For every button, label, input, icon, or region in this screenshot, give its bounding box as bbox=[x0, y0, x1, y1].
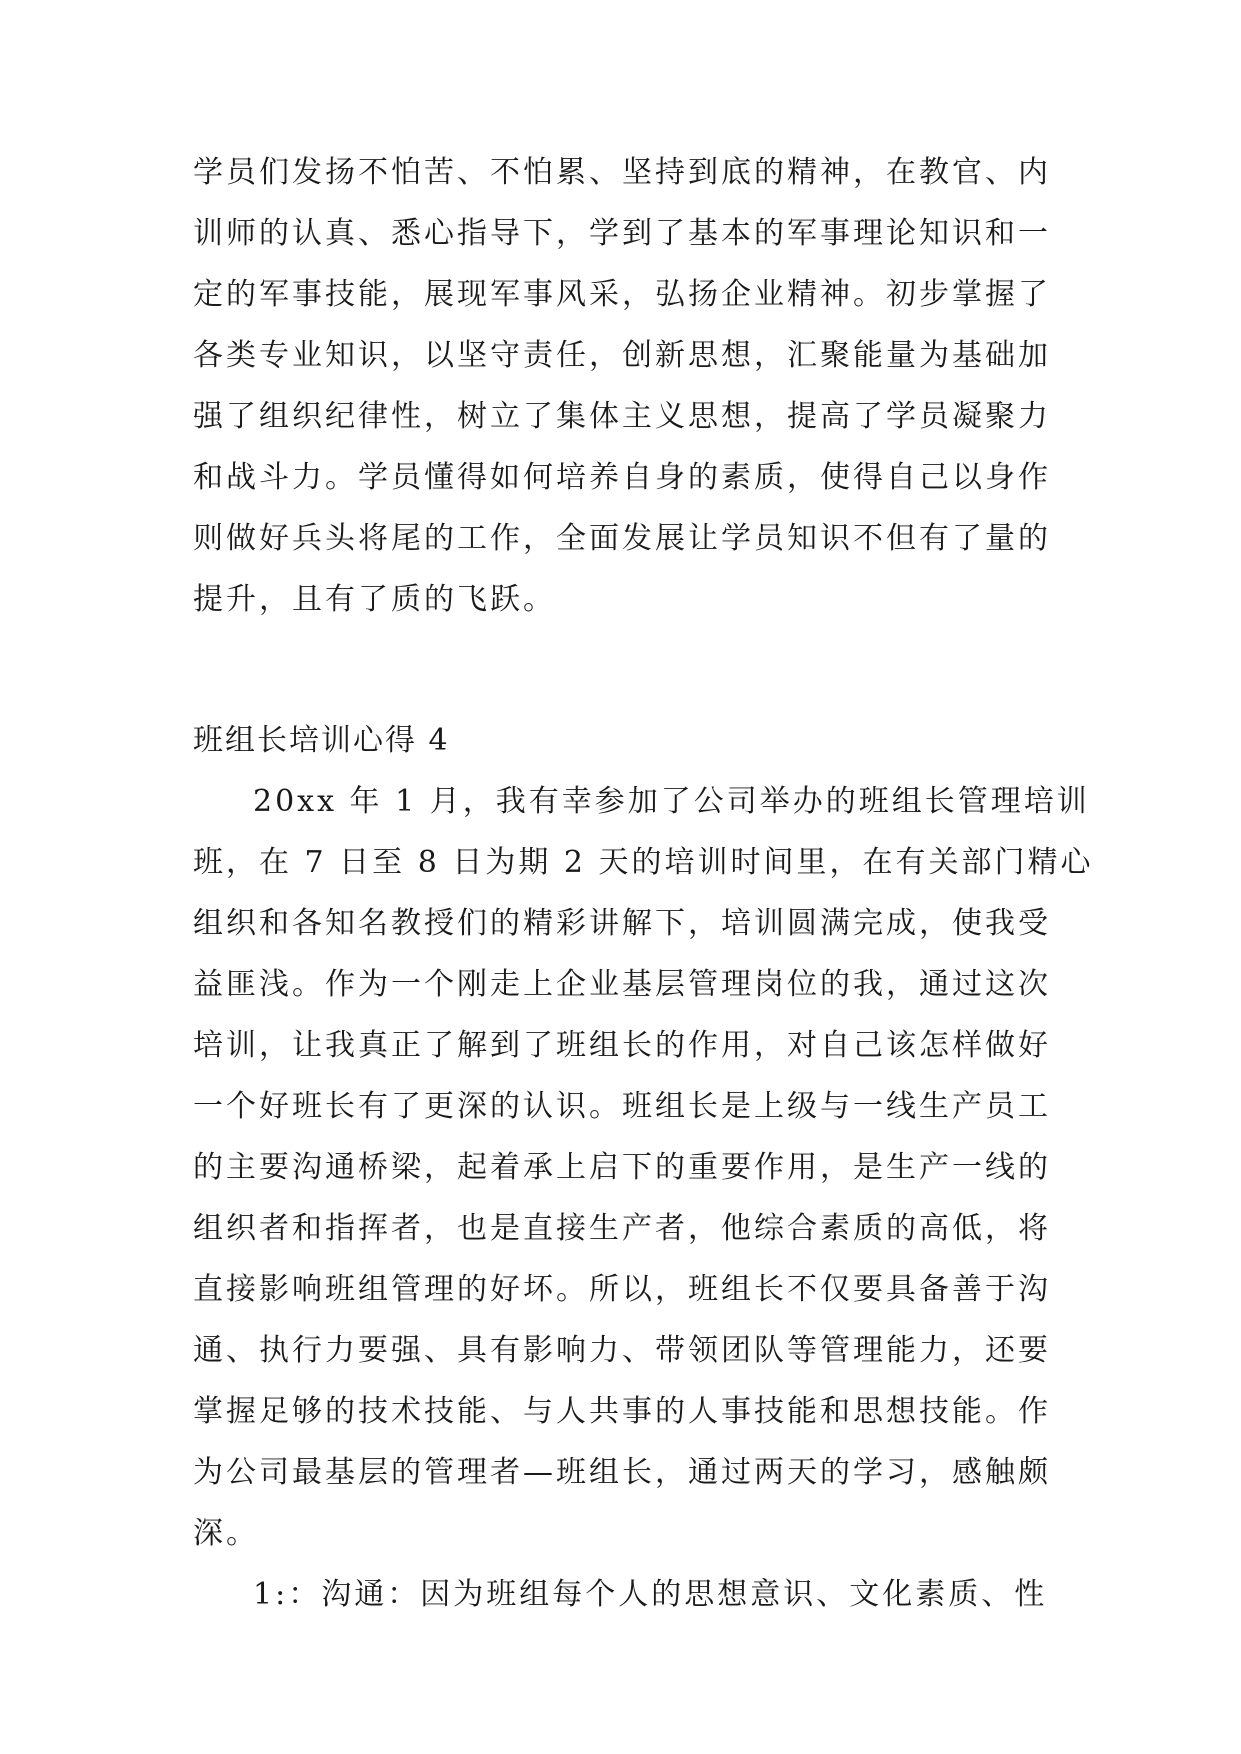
section-heading: 班组长培训心得 4 bbox=[193, 723, 450, 758]
paragraph-2-line: 一个好班长有了更深的认识。班组长是上级与一线生产员工 bbox=[193, 1089, 1051, 1124]
paragraph-2-line: 直接影响班组管理的好坏。所以，班组长不仅要具备善于沟 bbox=[193, 1272, 1051, 1307]
paragraph-2-line: 20xx 年 1 月，我有幸参加了公司举办的班组长管理培训 bbox=[253, 784, 1090, 819]
paragraph-1-line: 则做好兵头将尾的工作，全面发展让学员知识不但有了量的 bbox=[193, 521, 1051, 556]
paragraph-2-line: 的主要沟通桥梁，起着承上启下的重要作用，是生产一线的 bbox=[193, 1150, 1051, 1185]
paragraph-2-line: 组织者和指挥者，也是直接生产者，他综合素质的高低，将 bbox=[193, 1211, 1051, 1246]
paragraph-1-line: 和战斗力。学员懂得如何培养自身的素质，使得自己以身作 bbox=[193, 460, 1051, 495]
paragraph-1-line: 各类专业知识，以坚守责任，创新思想，汇聚能量为基础加 bbox=[193, 338, 1051, 373]
section-spacer bbox=[193, 646, 1053, 726]
paragraph-2-line: 益匪浅。作为一个刚走上企业基层管理岗位的我，通过这次 bbox=[193, 967, 1051, 1002]
paragraph-1-line: 训师的认真、悉心指导下，学到了基本的军事理论知识和一 bbox=[193, 216, 1051, 251]
paragraph-3-line: 1:：沟通：因为班组每个人的思想意识、文化素质、性 bbox=[253, 1577, 1048, 1612]
paragraph-2-line: 掌握足够的技术技能、与人共事的人事技能和思想技能。作 bbox=[193, 1394, 1051, 1429]
paragraph-2-line: 培训，让我真正了解到了班组长的作用，对自己该怎样做好 bbox=[193, 1028, 1051, 1063]
paragraph-1-line: 学员们发扬不怕苦、不怕累、坚持到底的精神，在教官、内 bbox=[193, 155, 1051, 190]
paragraph-1-line: 强了组织纪律性，树立了集体主义思想，提高了学员凝聚力 bbox=[193, 399, 1051, 434]
paragraph-1-line: 定的军事技能，展现军事风采，弘扬企业精神。初步掌握了 bbox=[193, 277, 1051, 312]
paragraph-2-line: 为公司最基层的管理者—班组长，通过两天的学习，感触颇 bbox=[193, 1455, 1051, 1490]
paragraph-1-line: 提升，且有了质的飞跃。 bbox=[193, 582, 556, 617]
paragraph-2-line: 组织和各知名教授们的精彩讲解下，培训圆满完成，使我受 bbox=[193, 906, 1051, 941]
paragraph-2-line: 班，在 7 日至 8 日为期 2 天的培训时间里，在有关部门精心 bbox=[193, 845, 1094, 880]
document-page bbox=[193, 155, 1094, 1641]
paragraph-2-line: 深。 bbox=[193, 1516, 259, 1551]
paragraph-2-line: 通、执行力要强、具有影响力、带领团队等管理能力，还要 bbox=[193, 1333, 1051, 1368]
